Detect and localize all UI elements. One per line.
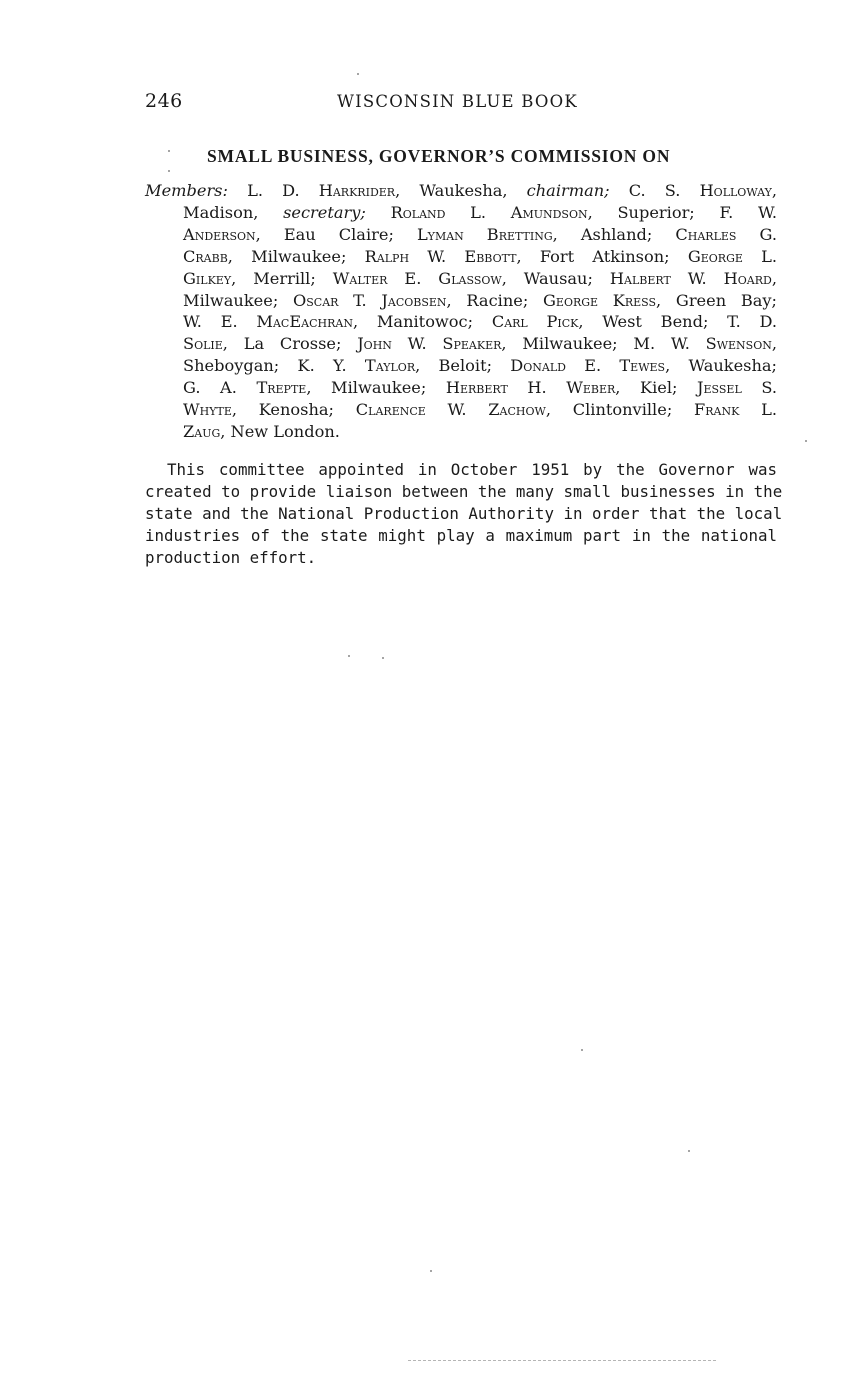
- member-text: , Green Bay;: [656, 290, 777, 310]
- member-text: ,: [771, 268, 777, 288]
- paragraph-line: created to provide liaison between the many small businesses in the: [145, 482, 783, 501]
- member-name: Jessel S.: [697, 378, 777, 398]
- member-text: , Milwaukee;: [227, 246, 365, 266]
- member-name: John W. Speaker: [357, 334, 502, 354]
- member-text: Madison,: [183, 202, 284, 222]
- member-name: Roland L. Amundson: [390, 202, 588, 222]
- members-list: [145, 180, 777, 443]
- member-name: Ralph W. Ebbott: [364, 246, 517, 266]
- member-line: [145, 311, 777, 333]
- member-text: , Kenosha;: [231, 400, 356, 420]
- member-name: Zaug: [183, 421, 221, 441]
- member-name: Crabb: [183, 246, 228, 266]
- member-line: [145, 202, 777, 224]
- member-line: [145, 224, 777, 246]
- member-name: M. W. Swenson: [633, 334, 772, 354]
- member-name: Charles G.: [675, 224, 777, 244]
- member-text: Sheboygan;: [183, 356, 298, 376]
- member-name: K. Y. Taylor: [297, 356, 416, 376]
- member-text: , La Crosse;: [222, 334, 358, 354]
- member-name: Solie: [183, 334, 223, 354]
- member-text: ,: [771, 334, 777, 354]
- member-name: Gilkey: [183, 268, 232, 288]
- member-name: Frank L.: [694, 400, 778, 420]
- member-text: , Milwaukee;: [306, 378, 446, 398]
- member-text: , New London.: [220, 421, 340, 441]
- member-text: , Milwaukee;: [501, 334, 634, 354]
- member-name: Herbert H. Weber: [445, 378, 616, 398]
- member-text: , Clintonville;: [545, 400, 695, 420]
- member-name: W. E. MacEachran: [183, 312, 353, 332]
- member-name: T. D.: [727, 312, 778, 332]
- member-line: [145, 268, 777, 290]
- member-name: Carl Pick: [491, 312, 579, 332]
- member-name: Walter E. Glassow: [332, 268, 502, 288]
- member-name: George Kress: [542, 290, 657, 310]
- member-line: [145, 290, 777, 312]
- member-text: , Waukesha,: [395, 181, 527, 200]
- member-text: , Beloit;: [415, 356, 511, 376]
- member-role: chairman;: [526, 181, 610, 200]
- member-name: Holloway: [699, 181, 772, 200]
- description-paragraph: [145, 459, 783, 569]
- member-text: , Superior; F. W.: [587, 202, 777, 222]
- paragraph-line: production effort.: [145, 548, 317, 567]
- member-text: , Fort Atkinson;: [516, 246, 688, 266]
- member-text: , Racine;: [446, 290, 543, 310]
- member-line: [145, 180, 777, 202]
- members-label: Members:: [145, 181, 228, 200]
- paragraph-line: industries of the state might play a maximum part in the national: [145, 526, 777, 545]
- member-text: , Merrill;: [231, 268, 333, 288]
- member-text: L. D.: [247, 181, 319, 200]
- member-text: C. S.: [609, 181, 700, 200]
- bottom-rule: [408, 1360, 716, 1361]
- member-name: Halbert W. Hoard: [609, 268, 772, 288]
- member-line: [145, 399, 777, 421]
- member-line: [145, 355, 777, 377]
- member-name: Harkrider: [318, 181, 396, 200]
- member-text: , Waukesha;: [665, 356, 778, 376]
- member-name: Oscar T. Jacobsen: [292, 290, 447, 310]
- member-line: [145, 421, 777, 443]
- member-name: Lyman Bretting: [416, 224, 553, 244]
- member-line: [145, 377, 777, 399]
- running-head: WISCONSIN BLUE BOOK: [337, 92, 578, 111]
- member-name: Whyte: [183, 400, 232, 420]
- member-name: Donald E. Tewes: [510, 356, 666, 376]
- member-name: George L.: [687, 246, 777, 266]
- member-line: [145, 333, 777, 355]
- member-text: , Kiel;: [615, 378, 698, 398]
- member-line: [145, 246, 777, 268]
- member-text: [366, 203, 391, 222]
- member-role: secretary;: [283, 202, 366, 222]
- member-text: , Manitowoc;: [352, 312, 492, 332]
- member-text: , Ashland;: [552, 224, 676, 244]
- member-name: Anderson: [183, 224, 256, 244]
- member-text: , Wausau;: [501, 268, 610, 288]
- paragraph-line: state and the National Production Authority in order that the local: [145, 504, 783, 523]
- paragraph-line: This committee appointed in October 1951 by the Governor was: [167, 460, 777, 479]
- page-number: 246: [145, 90, 183, 112]
- member-name: G. A. Trepte: [183, 378, 307, 398]
- section-title: SMALL BUSINESS, GOVERNOR’S COMMISSION ON: [207, 146, 671, 166]
- member-text: Milwaukee;: [183, 290, 293, 310]
- member-text: ,: [771, 181, 777, 200]
- member-text: , West Bend;: [578, 312, 728, 332]
- member-text: , Eau Claire;: [255, 224, 417, 244]
- member-name: Clarence W. Zachow: [355, 400, 546, 420]
